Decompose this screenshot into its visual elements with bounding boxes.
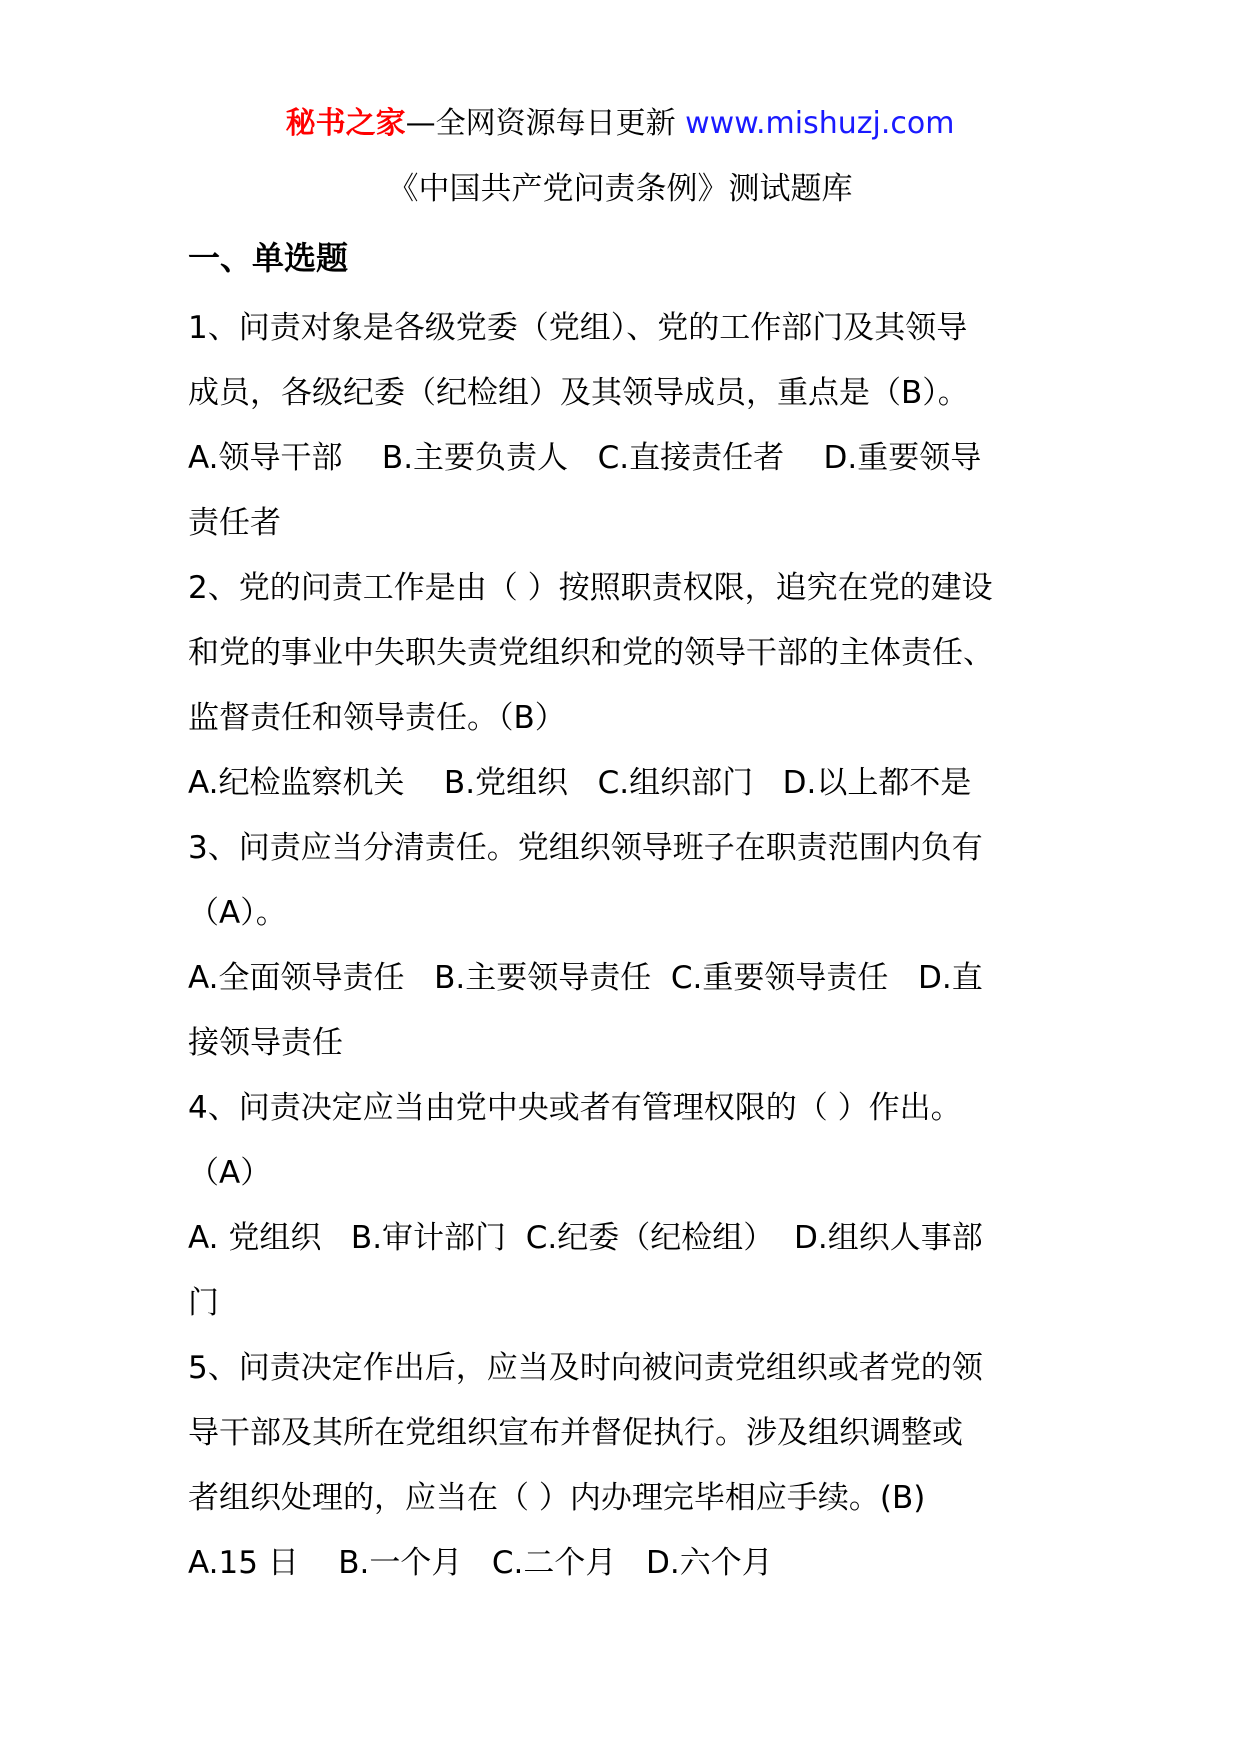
document-title: 《中国共产党问责条例》测试题库 bbox=[387, 171, 853, 207]
text-line: （A） bbox=[188, 1155, 272, 1191]
text-line: A.15 日 B.一个月 C.二个月 D.六个月 bbox=[188, 1545, 773, 1581]
document-body bbox=[188, 231, 1058, 1596]
text-line: A.全面领导责任 B.主要领导责任 C.重要领导责任 D.直 bbox=[188, 960, 983, 996]
text-line: 4、问责决定应当由党中央或者有管理权限的（ ）作出。 bbox=[188, 1090, 962, 1126]
site-url-link[interactable]: www.mishuzj.com bbox=[685, 106, 955, 141]
text-line: 责任者 bbox=[188, 505, 281, 541]
text-line: 导干部及其所在党组织宣布并督促执行。涉及组织调整或 bbox=[188, 1415, 963, 1451]
text-line: A.纪检监察机关 B.党组织 C.组织部门 D.以上都不是 bbox=[188, 765, 972, 801]
section-heading: 一、单选题 bbox=[188, 239, 349, 277]
text-line: 1、问责对象是各级党委（党组）、党的工作部门及其领导 bbox=[188, 310, 968, 346]
text-line: 成员，各级纪委（纪检组）及其领导成员，重点是（B）。 bbox=[188, 375, 969, 411]
text-line: A.领导干部 B.主要负责人 C.直接责任者 D.重要领导 bbox=[188, 440, 982, 476]
text-line: 者组织处理的，应当在（ ）内办理完毕相应手续。(B) bbox=[188, 1480, 926, 1516]
text-line: 接领导责任 bbox=[188, 1025, 343, 1061]
brand-name: 秘书之家 bbox=[285, 106, 406, 141]
text-line: 监督责任和领导责任。（B） bbox=[188, 700, 566, 736]
text-line: 5、问责决定作出后，应当及时向被问责党组织或者党的领 bbox=[188, 1350, 983, 1386]
text-line: A. 党组织 B.审计部门 C.纪委（纪检组） D.组织人事部 bbox=[188, 1220, 983, 1256]
header-tagline: —全网资源每日更新 bbox=[405, 106, 686, 141]
text-line: 门 bbox=[188, 1285, 219, 1321]
text-line: 和党的事业中失职失责党组织和党的领导干部的主体责任、 bbox=[188, 635, 994, 671]
text-line: 3、问责应当分清责任。党组织领导班子在职责范围内负有 bbox=[188, 830, 983, 866]
text-line: 2、党的问责工作是由（ ）按照职责权限，追究在党的建设 bbox=[188, 570, 993, 606]
text-line: （A）。 bbox=[188, 895, 287, 931]
site-header bbox=[0, 100, 1240, 148]
